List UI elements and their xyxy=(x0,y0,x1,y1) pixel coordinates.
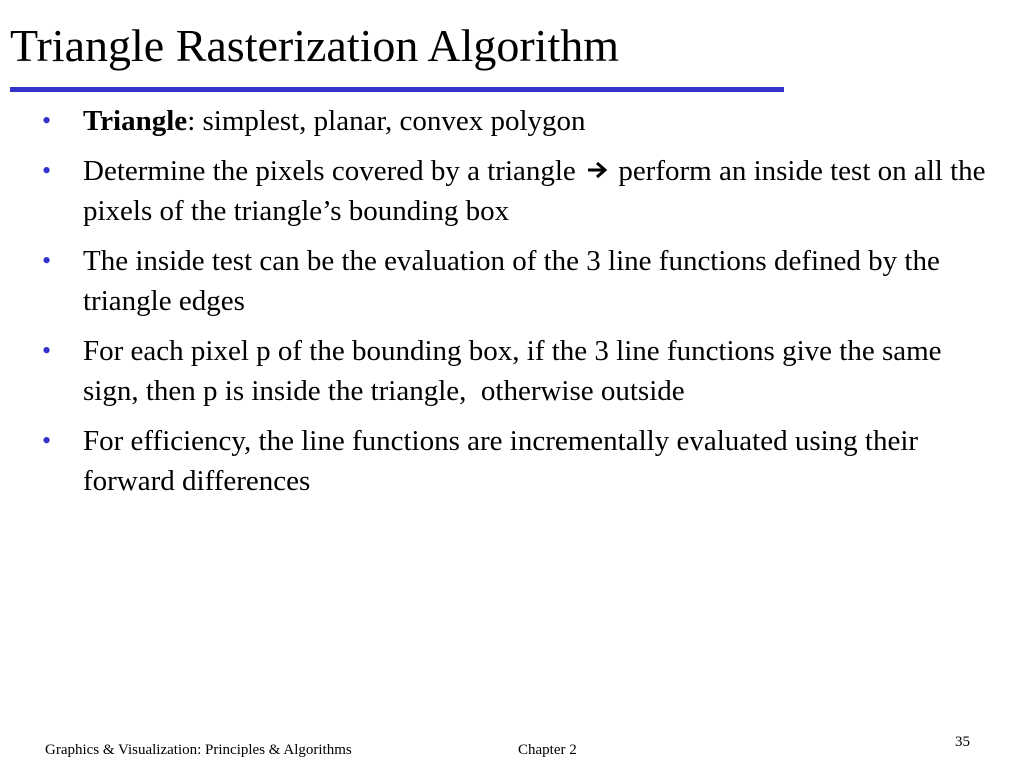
bullet-item-efficiency xyxy=(42,421,992,501)
bullet-item-pixel-coverage xyxy=(42,151,992,231)
bullet-text: For efficiency, the line functions are incrementally evaluated using their forward differences xyxy=(83,425,919,497)
bullet-icon: • xyxy=(42,426,52,455)
footer-chapter: Chapter 2 xyxy=(518,742,577,758)
bullet-icon: • xyxy=(42,336,52,365)
bullet-text: Determine the pixels covered by a triangle xyxy=(83,155,576,187)
page-number: 35 xyxy=(955,734,970,750)
bullet-item-inside-test xyxy=(42,241,992,321)
bullet-icon: • xyxy=(42,106,52,135)
bullet-text: : simplest, planar, convex polygon xyxy=(187,105,586,137)
bullet-text: The inside test can be the evaluation of the 3 line functions defined by the triangle edges xyxy=(83,245,940,317)
title-underline xyxy=(10,87,784,92)
bullet-item-sign-check xyxy=(42,331,992,411)
bullet-text: perform an inside test on all the pixels of the triangle’s bounding box xyxy=(83,155,986,227)
bullet-bold-term: Triangle xyxy=(83,105,188,137)
slide-title: Triangle Rasterization Algorithm xyxy=(10,20,620,71)
bullet-item-triangle-definition xyxy=(42,101,992,141)
right-arrow-icon xyxy=(587,161,609,179)
bullet-list xyxy=(42,101,992,511)
footer-book-title: Graphics & Visualization: Principles & Algorithms xyxy=(45,742,352,758)
bullet-icon: • xyxy=(42,246,52,275)
bullet-icon: • xyxy=(42,156,52,185)
bullet-text: For each pixel p of the bounding box, if the 3 line functions give the same sign, then p is inside the triangle, otherwise outside xyxy=(83,335,949,407)
